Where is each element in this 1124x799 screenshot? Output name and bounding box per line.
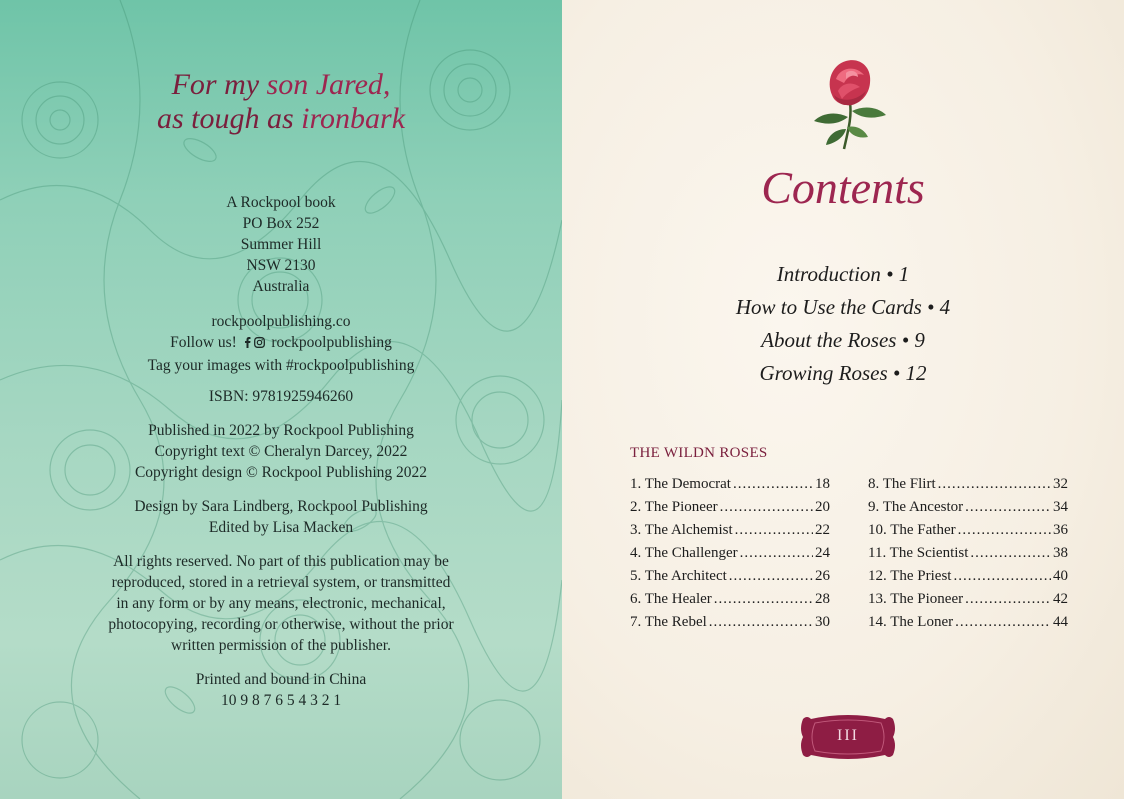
isbn: ISBN: 9781925946260: [208, 388, 354, 405]
toc-entry-page: 26: [815, 568, 830, 584]
toc-entry-page: 34: [1053, 499, 1068, 515]
rose-illustration: [808, 55, 890, 151]
instagram-icon[interactable]: [254, 337, 265, 348]
toc-entry-title: 10. The Father: [868, 522, 956, 538]
address-line: Summer Hill: [240, 236, 322, 253]
toc-entry[interactable]: [630, 588, 830, 611]
leader-dots: [953, 565, 1051, 588]
credits-block: [0, 496, 562, 538]
toc-entry-page: 28: [815, 591, 830, 607]
dedication: [0, 68, 562, 136]
dedication-accent: son Jared,: [266, 68, 391, 101]
toc-column-1: [630, 473, 830, 634]
address-line: PO Box 252: [242, 215, 320, 232]
toc-entry[interactable]: [868, 611, 1068, 634]
leader-dots: [955, 611, 1051, 634]
credit-line: Design by Sara Lindberg, Rockpool Publishing: [134, 498, 428, 515]
toc-entry[interactable]: [868, 519, 1068, 542]
toc-main-entry[interactable]: How to Use the Cards • 4: [735, 295, 951, 319]
toc-entry-page: 40: [1053, 568, 1068, 584]
printed-line: Printed and bound in China: [195, 671, 367, 688]
toc-entry[interactable]: [868, 542, 1068, 565]
leader-dots: [970, 542, 1051, 565]
publisher-address: [0, 192, 562, 297]
rights-line: reproduced, stored in a retrieval system, or transmitted: [111, 574, 451, 591]
toc-column-2: [868, 473, 1068, 634]
print-run-line: 10 9 8 7 6 5 4 3 2 1: [220, 692, 342, 709]
rights-line: written permission of the publisher.: [171, 637, 391, 654]
rights-block: [0, 551, 562, 656]
toc-entry-page: 38: [1053, 545, 1068, 561]
toc-entry-page: 32: [1053, 476, 1068, 492]
toc-main-entry[interactable]: About the Roses • 9: [761, 328, 925, 352]
section-heading: THE WILDN ROSES: [630, 445, 768, 461]
toc-main-list: [562, 258, 1124, 390]
toc-entry-title: 12. The Priest: [868, 568, 952, 584]
toc-entry[interactable]: [630, 565, 830, 588]
toc-entry-title: 6. The Healer: [630, 591, 712, 607]
dedication-text: as tough as: [156, 102, 302, 135]
toc-entry[interactable]: [868, 473, 1068, 496]
toc-entry-title: 4. The Challenger: [630, 545, 738, 561]
leader-dots: [729, 565, 813, 588]
toc-entry-page: 20: [815, 499, 830, 515]
toc-entry-title: 8. The Flirt: [868, 476, 936, 492]
hashtag-line: Tag your images with #rockpoolpublishing: [147, 357, 415, 374]
copyright-line: Published in 2022 by Rockpool Publishing: [148, 422, 414, 439]
address-line: NSW 2130: [246, 257, 316, 274]
leader-dots: [965, 588, 1051, 611]
toc-entry[interactable]: [868, 496, 1068, 519]
publisher-online: [0, 311, 562, 376]
leader-dots: [740, 542, 813, 565]
printing-block: [0, 669, 562, 711]
copyright-block: [0, 420, 562, 483]
toc-main-entry[interactable]: Growing Roses • 12: [759, 361, 927, 385]
toc-entry[interactable]: [868, 565, 1068, 588]
leader-dots: [714, 588, 813, 611]
website-link[interactable]: rockpoolpublishing.co: [211, 313, 351, 330]
leader-dots: [709, 611, 813, 634]
leader-dots: [735, 519, 813, 542]
address-line: A Rockpool book: [226, 194, 336, 211]
toc-entry-page: 36: [1053, 522, 1068, 538]
toc-entry-title: 2. The Pioneer: [630, 499, 718, 515]
copyright-line: Copyright text © Cheralyn Darcey, 2022: [154, 443, 408, 460]
leader-dots: [733, 473, 813, 496]
page-number: III: [837, 727, 859, 744]
toc-entry-title: 5. The Architect: [630, 568, 727, 584]
leader-dots: [965, 496, 1051, 519]
toc-entry-title: 11. The Scientist: [868, 545, 969, 561]
follow-prefix: Follow us!: [170, 334, 237, 351]
toc-entry[interactable]: [630, 611, 830, 634]
leader-dots: [938, 473, 1051, 496]
leader-dots: [958, 519, 1051, 542]
dedication-accent: ironbark: [301, 102, 406, 135]
toc-entry-title: 3. The Alchemist: [630, 522, 733, 538]
leader-dots: [720, 496, 813, 519]
copyright-line: Copyright design © Rockpool Publishing 2022: [134, 464, 428, 481]
toc-entry-page: 42: [1053, 591, 1068, 607]
toc-main-entry[interactable]: Introduction • 1: [776, 262, 910, 286]
address-line: Australia: [252, 278, 310, 295]
facebook-icon[interactable]: [243, 337, 252, 348]
rights-line: All rights reserved. No part of this publication may be: [113, 553, 449, 570]
toc-entry[interactable]: [630, 473, 830, 496]
dedication-text: For my: [171, 68, 267, 101]
toc-entry-page: 24: [815, 545, 830, 561]
toc-entry[interactable]: [630, 542, 830, 565]
toc-entry-title: 14. The Loner: [868, 614, 954, 630]
toc-entry-title: 9. The Ancestor: [868, 499, 964, 515]
toc-entry[interactable]: [630, 496, 830, 519]
toc-entry-page: 44: [1053, 614, 1068, 630]
toc-entry-title: 13. The Pioneer: [868, 591, 964, 607]
toc-entry[interactable]: [630, 519, 830, 542]
rights-line: photocopying, recording or otherwise, without the prior: [108, 616, 454, 633]
toc-entry-title: 7. The Rebel: [630, 614, 707, 630]
toc-entry-title: 1. The Democrat: [630, 476, 731, 492]
toc-entry-page: 18: [815, 476, 830, 492]
social-handle[interactable]: rockpoolpublishing: [271, 334, 392, 351]
page-title: Contents: [761, 162, 925, 213]
toc-entry-page: 22: [815, 522, 830, 538]
toc-entry[interactable]: [868, 588, 1068, 611]
follow-line: [0, 332, 562, 355]
rights-line: in any form or by any means, electronic, mechanical,: [116, 595, 446, 612]
credit-line: Edited by Lisa Macken: [208, 519, 354, 536]
toc-entry-page: 30: [815, 614, 830, 630]
